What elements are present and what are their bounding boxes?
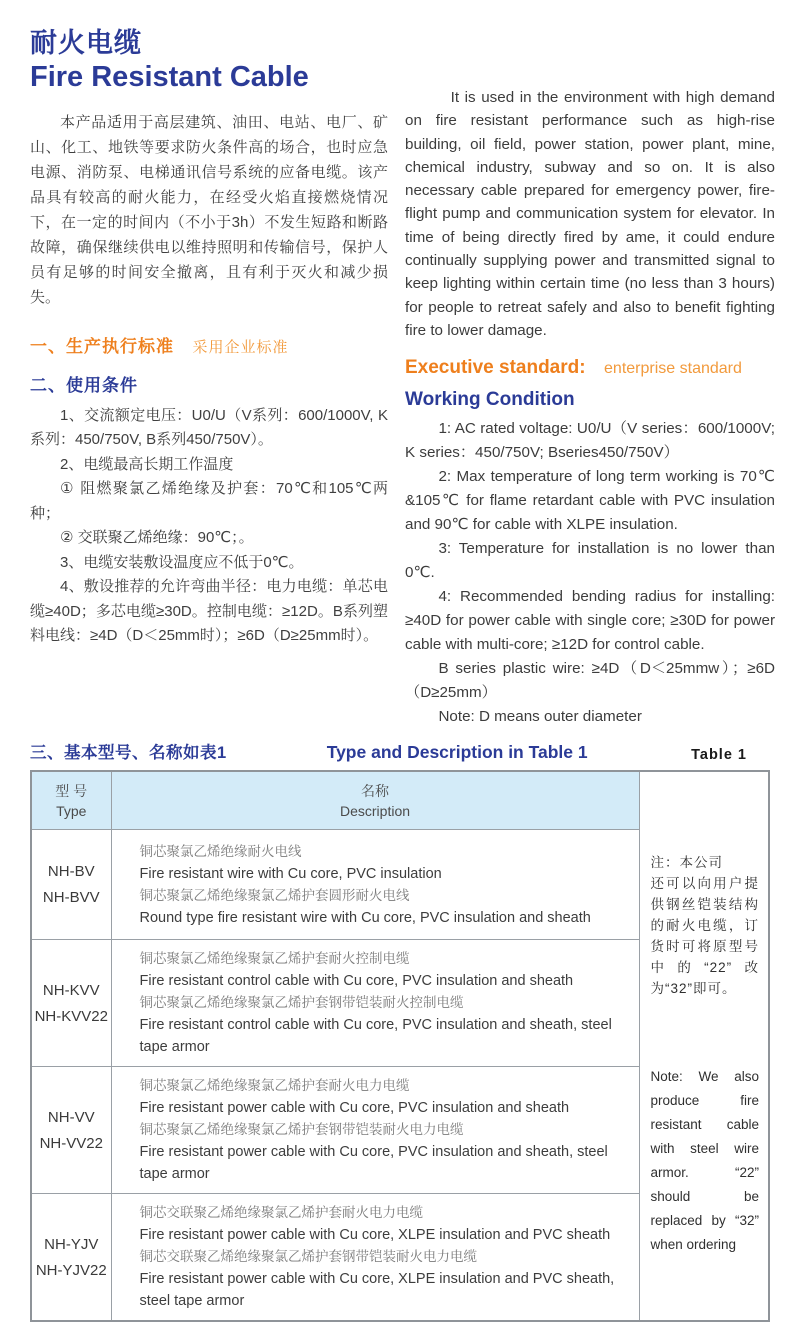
type-label: NH-YJV — [44, 1235, 99, 1253]
desc-line-cn: 铜芯聚氯乙烯绝缘聚氯乙烯护套耐火电力电缆 — [139, 1078, 410, 1094]
en-item-4: 4: Recommended bending radius for installing: ≥40D for power cable with single core; ≥30D for power cable with multi-core; ≥12D for control cable. — [405, 588, 775, 654]
working-condition-title: Working Condition — [405, 389, 575, 411]
page-title-english: Fire Resistant Cable — [30, 61, 309, 94]
type-label: NH-KVV22 — [34, 1007, 108, 1025]
top-columns — [30, 28, 775, 729]
desc-line-cn: 铜芯聚氯乙烯绝缘聚氯乙烯护套钢带铠装耐火控制电缆 — [139, 995, 464, 1011]
section3-title-cn: 三、基本型号、名称如表1 — [30, 744, 227, 763]
cn-item-2: 2、电缆最高长期工作温度 — [60, 455, 234, 473]
left-column — [30, 28, 388, 649]
type-description-table — [30, 770, 770, 1322]
section2-title: 二、使用条件 — [30, 375, 138, 395]
executive-standard-heading-cn — [30, 332, 388, 357]
en-item-5: B series plastic wire: ≥4D（D＜25mmw）；≥6D（D≥25mm） — [405, 660, 775, 702]
desc-line-en: Fire resistant power cable with Cu core, XLPE insulation and PVC sheath, steel tape armor — [139, 1271, 615, 1310]
cn-item-3: 3、电缆安装敷设温度应不低于0℃。 — [60, 553, 304, 571]
executive-standard-heading-en — [405, 357, 775, 379]
cn-item-2b: ② 交联聚乙烯绝缘：90℃；。 — [60, 529, 254, 547]
col-header-type-cn: 型 号 — [55, 782, 88, 799]
desc-line-en: Fire resistant power cable with Cu core, PVC insulation and sheath — [139, 1100, 570, 1117]
en-item-note: Note: D means outer diameter — [438, 708, 642, 726]
desc-line-en: Fire resistant power cable with Cu core, PVC insulation and sheath, steel tape armor — [139, 1144, 608, 1183]
col-header-type — [31, 771, 111, 830]
desc-line-en: Fire resistant control cable with Cu core, PVC insulation and sheath — [139, 973, 574, 990]
table-note-english: Note: We also produce fire resistant cable with steel wire armor. “22” should be replaced by “32” when ordering — [650, 1069, 759, 1253]
en-item-1: 1: AC rated voltage: U0/U（V series：600/1000V; K series：450/750V; Bseries450/750V） — [405, 420, 775, 462]
col-header-desc-cn: 名称 — [361, 782, 389, 799]
desc-line-en: Fire resistant power cable with Cu core, XLPE insulation and PVC sheath — [139, 1227, 611, 1244]
section3-title-en: Type and Description in Table 1 — [326, 742, 588, 763]
type-label: NH-VV22 — [39, 1134, 103, 1152]
desc-cell-nh-kvv — [111, 940, 639, 1067]
page-title-chinese: 耐火电缆 — [30, 28, 142, 58]
desc-line-en: Round type fire resistant wire with Cu core, PVC insulation and sheath — [139, 909, 591, 926]
type-cell-nh-vv — [31, 1067, 111, 1194]
desc-line-cn: 铜芯交联聚乙烯绝缘聚氯乙烯护套耐火电力电缆 — [139, 1205, 423, 1221]
desc-cell-nh-vv — [111, 1067, 639, 1194]
intro-paragraph-chinese: 本产品适用于高层建筑、油田、电站、电厂、矿山、化工、地铁等要求防火条件高的场合，也时应急电源、消防泵、电梯通讯信号系统的应备电缆。该产品具有较高的耐火能力，在经受火焰直接燃烧情况下，在一定的时间内（不小于3h）不发生短路和断路故障，确保继续供电以维持照明和传输信号，保护人员有足够的时间安全撤离，且有利于灭火和减少损失。 — [30, 113, 388, 306]
table-section-heading — [30, 739, 775, 763]
type-label: NH-VV — [47, 1108, 95, 1126]
type-label: NH-BVV — [42, 889, 100, 907]
desc-line-en: Fire resistant control cable with Cu core, PVC insulation and sheath, steel tape armor — [139, 1017, 612, 1056]
type-cell-nh-kvv — [31, 940, 111, 1067]
col-header-desc-en: Description — [339, 802, 411, 819]
section1-value: 采用企业标准 — [192, 338, 289, 356]
table-header-row — [31, 771, 769, 830]
col-header-description — [111, 771, 639, 830]
desc-line-cn: 铜芯交联聚乙烯绝缘聚氯乙烯护套钢带铠装耐火电力电缆 — [139, 1249, 477, 1265]
desc-cell-nh-yjv — [111, 1194, 639, 1322]
exec-standard-value: enterprise standard — [604, 360, 742, 378]
type-cell-nh-bv — [31, 830, 111, 940]
en-item-2: 2: Max temperature of long term working is 70℃ &105℃ for flame retardant cable with PVC insulation and 90℃ for cable with XLPE insulation. — [405, 468, 775, 534]
cn-item-4: 4、敷设推荐的允许弯曲半径：电力电缆：单芯电缆≥40D；多芯电缆≥30D。控制电缆：≥12D。B系列塑料电线：≥4D（D＜25mm时）；≥6D（D≥25mm时）。 — [30, 578, 388, 645]
table-note-chinese — [651, 852, 760, 999]
desc-line-cn: 铜芯聚氯乙烯绝缘聚氯乙烯护套圆形耐火电线 — [139, 887, 410, 903]
working-condition-list-cn — [30, 404, 388, 649]
cn-item-2a: ① 阻燃聚氯乙烯绝缘及护套：70℃和105℃两种； — [30, 480, 388, 522]
table-notes-cell — [639, 771, 769, 1321]
note-cn-line2: 还可以向用户提供钢丝铠装结构的耐火电缆，订货时可将原型号中的“22”改为“32”即可。 — [650, 876, 759, 997]
type-cell-nh-yjv — [31, 1194, 111, 1322]
desc-line-cn: 铜芯聚氯乙烯绝缘耐火电线 — [139, 843, 302, 859]
section1-title: 一、生产执行标准 — [30, 336, 174, 356]
col-header-type-en: Type — [56, 802, 87, 819]
type-label: NH-KVV — [42, 981, 100, 999]
working-condition-list-en — [405, 417, 775, 729]
type-label: NH-YJV22 — [35, 1261, 107, 1279]
desc-line-en: Fire resistant wire with Cu core, PVC insulation — [139, 865, 442, 882]
cn-item-1: 1、交流额定电压：U0/U（V系列：600/1000V, K系列：450/750V, B系列450/750V）。 — [30, 406, 388, 449]
note-cn-line1: 注：本公司 — [650, 855, 723, 871]
type-label: NH-BV — [47, 863, 95, 881]
intro-paragraph-english: It is used in the environment with high demand on fire resistant performance such as high-rise building, oil field, power station, power plant, mine, chemical industry, subway and so on. It is also necessary cable prepared for emergency power, fire-flight pump and communication system for elevator. In time of being directly fired by ame, it could endure continually supplying power and transmitted signal to keep lighting within certain time (no less than 3 hours) for people to retreat safely and also to benefit fighting fire to lower damage. — [405, 89, 775, 339]
right-column — [405, 28, 775, 729]
en-item-3: 3: Temperature for installation is no lower than 0℃. — [405, 540, 775, 582]
table-1-label: Table 1 — [691, 747, 747, 764]
desc-line-cn: 铜芯聚氯乙烯绝缘聚氯乙烯护套耐火控制电缆 — [139, 951, 410, 967]
exec-standard-title: Executive standard: — [405, 357, 586, 379]
desc-cell-nh-bv — [111, 830, 639, 940]
desc-line-cn: 铜芯聚氯乙烯绝缘聚氯乙烯护套钢带铠装耐火电力电缆 — [139, 1122, 464, 1138]
